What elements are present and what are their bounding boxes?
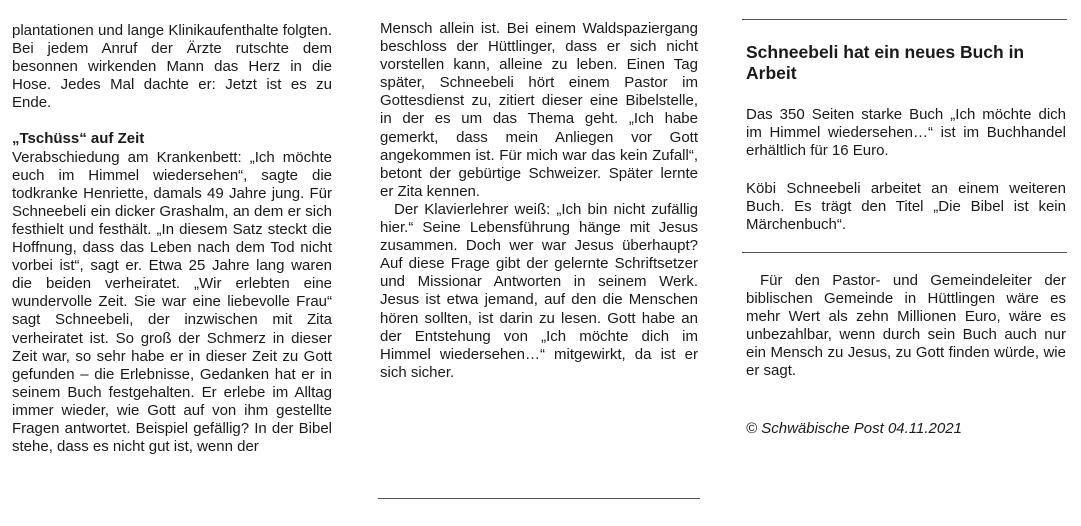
source-credit: © Schwäbische Post 04.11.2021 — [746, 420, 962, 437]
column1-paragraph-2: Verabschiedung am Krankenbett: „Ich möchte euch im Himmel wiedersehen“, sagte die todkranke Henriette, damals 49 Jahre jung. Für Schneebeli ein dicker Grashalm, an dem er sich festhielt und festhält. „In diesem Satz steckt die Hoffnung, dass das Leben nach dem Tod nicht vorbei ist“, sagt er. Etwa 25 Jahre lang waren die beiden verheiratet. „Wir erlebten eine wundervolle Zeit. Sie war eine liebevolle Frau“ sagt Schneebeli, der inzwischen mit Zita verheiratet ist. So groß der Schmerz in dieser Zeit war, so sehr habe er in dieser Zeit zu Gott gefunden – die Erlebnisse, Gedanken hat er in seinem Buch festgehalten. Er erlebe im Alltag immer wieder, wie Gott auf von ihm gestellte Fragen antwortet. Beispiel gefällig? In der Bibel stehe, dass es nicht gut ist, wenn der — [12, 148, 332, 456]
article-column-2 — [380, 20, 698, 382]
article-column-1 — [12, 22, 332, 456]
infobox-top-rule — [742, 19, 1067, 20]
subheading-tschuess: „Tschüss“ auf Zeit — [12, 130, 145, 148]
column2-bottom-rule — [378, 498, 700, 499]
infobox-title: Schneebeli hat ein neues Buch in Arbeit — [746, 42, 1025, 83]
column3-paragraph: Für den Pastor- und Gemeindeleiter der biblischen Gemeinde in Hüttlingen wäre es mehr Wert als zehn Millionen Euro, wäre es unbezahlbar, wenn durch sein Buch auch nur ein Mensch zu Jesus, zu Gott finden würde, wie er sagt. — [746, 272, 1066, 380]
column2-paragraph-1: Mensch allein ist. Bei einem Waldspaziergang beschloss der Hüttlinger, dass er sich nicht vorstellen kann, alleine zu leben. Einen Tag später, Schneebeli hört einem Pastor im Gottesdienst zu, zitiert dieser eine Bibelstelle, in der es um das Thema geht. „Ich habe gemerkt, dass mein Anliegen vor Gott angekommen ist. Für mich war das kein Zufall“, betont der gebürtige Schweizer. Später lernte er Zita kennen. — [380, 20, 698, 200]
column1-paragraph-1: plantationen und lange Klinikaufenthalte folgten. Bei jedem Anruf der Ärzte rutschte dem besonnen wirkenden Mann das Herz in die Hose. Jedes Mal dachte er: Jetzt ist es zu Ende. — [12, 22, 332, 112]
infobox-bottom-rule — [742, 252, 1067, 253]
column2-paragraph-2: Der Klavierlehrer weiß: „Ich bin nicht zufällig hier.“ Seine Lebensführung hänge mit Jesus zusammen. Doch wer war Jesus überhaupt? Auf diese Frage gibt der gelernte Schriftsetzer und Missionar Antworten in seinem Werk. Jesus ist etwa jemand, auf den die Menschen hören sollten, ist darin zu lesen. Gott habe an der Entstehung von „Ich möchte dich im Himmel wiedersehen…“ mitgewirkt, da ist er sich sicher. — [380, 200, 698, 381]
infobox-paragraph-2: Köbi Schneebeli arbeitet an einem weiteren Buch. Es trägt den Titel „Die Bibel ist kein Märchenbuch“. — [746, 180, 1066, 234]
infobox-paragraph-1: Das 350 Seiten starke Buch „Ich möchte dich im Himmel wiedersehen…“ ist im Buchhandel erhältlich für 16 Euro. — [746, 106, 1066, 160]
